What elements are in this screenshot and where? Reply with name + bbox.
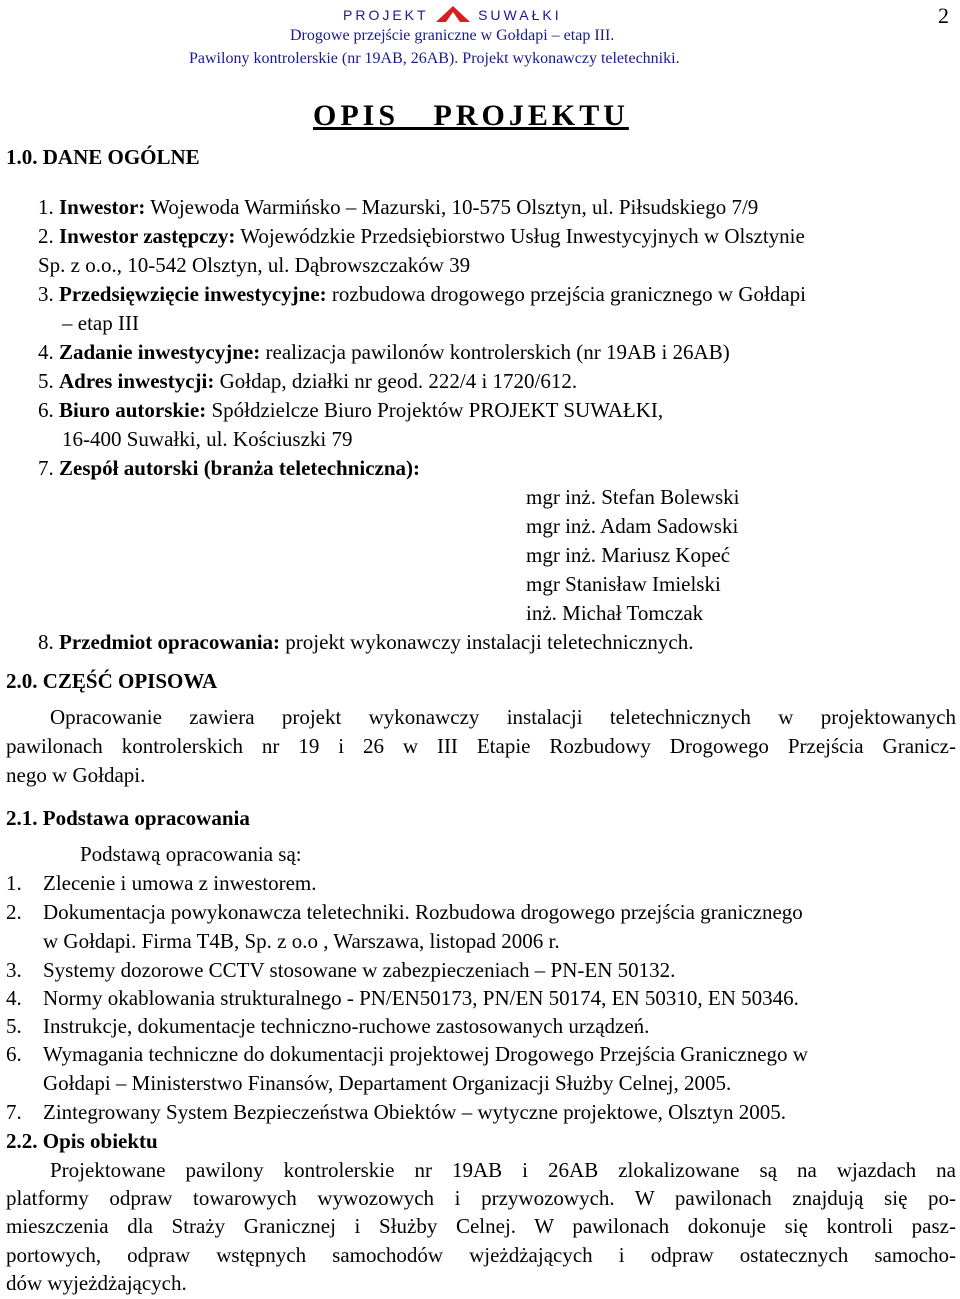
section-heading-2-1: 2.1. Podstawa opracowania	[6, 806, 250, 830]
list-item: 8. Przedmiot opracowania: projekt wykonawczy instalacji teletechnicznych.	[38, 630, 694, 654]
team-member: mgr inż. Mariusz Kopeć	[526, 543, 731, 567]
list-item-number: 4.	[6, 986, 22, 1010]
list-item-number: 5.	[6, 1014, 22, 1038]
list-item-continuation: – etap III	[62, 311, 139, 335]
list-item-text: Zintegrowany System Bezpieczeństwa Obiektów – wytyczne projektowe, Olsztyn 2005.	[43, 1100, 786, 1124]
section-heading-2-0: 2.0. CZĘŚĆ OPISOWA	[6, 669, 218, 693]
section-intro: Podstawą opracowania są:	[80, 842, 302, 866]
section-heading-1-0: 1.0. DANE OGÓLNE	[6, 145, 200, 169]
list-item-number: 7.	[6, 1100, 22, 1124]
list-item-continuation: Sp. z o.o., 10-542 Olsztyn, ul. Dąbrowszczaków 39	[38, 253, 471, 277]
logo-text-left: PROJEKT	[343, 7, 429, 23]
list-item: 2. Inwestor zastępczy: Wojewódzkie Przedsiębiorstwo Usług Inwestycyjnych w Olsztynie	[38, 224, 805, 248]
paragraph-line: platformy odpraw towarowych wywozowych i przywozowych. W pawilonach znajdują się po-	[6, 1186, 956, 1210]
list-item-continuation: 16-400 Suwałki, ul. Kościuszki 79	[62, 427, 353, 451]
paragraph-line: pawilonach kontrolerskich nr 19 i 26 w III Etapie Rozbudowy Drogowego Przejścia Granicz-	[6, 734, 956, 758]
paragraph-line: Projektowane pawilony kontrolerskie nr 19AB i 26AB zlokalizowane są na wjazdach na	[50, 1158, 956, 1182]
paragraph-line: Opracowanie zawiera projekt wykonawczy instalacji teletechnicznych w projektowanych	[50, 705, 956, 729]
header-line-2: Pawilony kontrolerskie (nr 19AB, 26AB). Projekt wykonawczy teletechniki.	[189, 50, 680, 67]
list-item-text: Wymagania techniczne do dokumentacji projektowej Drogowego Przejścia Granicznego w	[43, 1042, 808, 1066]
list-item-text: Systemy dozorowe CCTV stosowane w zabezpieczeniach – PN-EN 50132.	[43, 958, 676, 982]
list-item-text: Dokumentacja powykonawcza teletechniki. Rozbudowa drogowego przejścia granicznego	[43, 900, 803, 924]
list-item-text: Gołdapi – Ministerstwo Finansów, Departament Organizacji Służby Celnej, 2005.	[43, 1071, 732, 1095]
list-item: 4. Zadanie inwestycyjne: realizacja pawilonów kontrolerskich (nr 19AB i 26AB)	[38, 340, 730, 364]
team-member: inż. Michał Tomczak	[526, 601, 704, 625]
document-title: OPIS PROJEKTU	[313, 99, 629, 132]
logo-text-right: SUWAŁKI	[478, 7, 562, 23]
section-heading-2-2: 2.2. Opis obiektu	[6, 1129, 158, 1153]
list-item-number: 3.	[6, 958, 22, 982]
mountain-logo-icon	[436, 6, 470, 22]
paragraph-line: mieszczenia dla Straży Granicznej i Służby Celnej. W pawilonach dokonuje się kontroli pasz-	[6, 1214, 956, 1238]
list-item-number: 1.	[6, 871, 22, 895]
list-item-number: 6.	[6, 1042, 22, 1066]
list-item-text: w Gołdapi. Firma T4B, Sp. z o.o , Warszawa, listopad 2006 r.	[43, 929, 560, 953]
list-item: 6. Biuro autorskie: Spółdzielcze Biuro Projektów PROJEKT SUWAŁKI,	[38, 398, 664, 422]
list-item-text: Instrukcje, dokumentacje techniczno-ruchowe zastosowanych urządzeń.	[43, 1014, 650, 1038]
company-logo	[343, 6, 562, 23]
list-item-number: 2.	[6, 900, 22, 924]
header-line-1: Drogowe przejście graniczne w Gołdapi – etap III.	[290, 27, 615, 44]
list-item-text: Zlecenie i umowa z inwestorem.	[43, 871, 317, 895]
page-number: 2	[938, 3, 949, 28]
team-member: mgr inż. Adam Sadowski	[526, 514, 739, 538]
list-item: 5. Adres inwestycji: Gołdap, działki nr geod. 222/4 i 1720/612.	[38, 369, 578, 393]
team-member: mgr inż. Stefan Bolewski	[526, 485, 740, 509]
paragraph-line: nego w Gołdapi.	[6, 763, 146, 787]
list-item: 1. Inwestor: Wojewoda Warmińsko – Mazurski, 10-575 Olsztyn, ul. Piłsudskiego 7/9	[38, 195, 759, 219]
team-member: mgr Stanisław Imielski	[526, 572, 721, 596]
paragraph-line: portowych, odpraw wstępnych samochodów wjeżdżających i odpraw ostatecznych samocho-	[6, 1243, 956, 1267]
list-item: 7. Zespół autorski (branża teletechniczna):	[38, 456, 421, 480]
list-item: 3. Przedsięwzięcie inwestycyjne: rozbudowa drogowego przejścia granicznego w Gołdapi	[38, 282, 806, 306]
list-item-text: Normy okablowania strukturalnego - PN/EN50173, PN/EN 50174, EN 50310, EN 50346.	[43, 986, 799, 1010]
paragraph-line: dów wyjeżdżających.	[6, 1271, 187, 1295]
